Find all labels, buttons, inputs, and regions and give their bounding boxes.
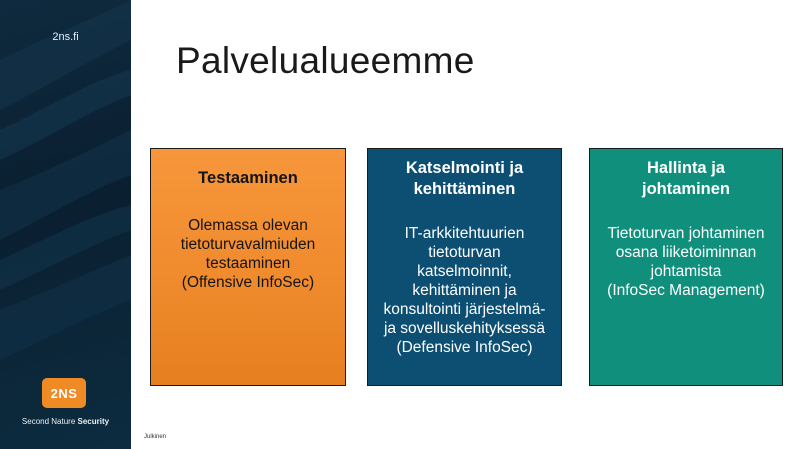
service-card-testing xyxy=(150,148,346,386)
card-body-line: ja sovelluskehityksessä xyxy=(383,320,546,337)
sidebar xyxy=(0,0,131,449)
card-title-line: Hallinta ja xyxy=(647,159,725,177)
card-body-line: (InfoSec Management) xyxy=(607,282,765,299)
card-title xyxy=(590,158,782,200)
card-body-line: IT-arkkitehtuurien xyxy=(404,225,525,242)
card-body xyxy=(590,224,782,300)
card-body-line: (Offensive InfoSec) xyxy=(181,274,315,291)
card-title-line: johtaminen xyxy=(641,180,730,198)
card-body xyxy=(368,224,561,357)
card-title-line: kehittäminen xyxy=(413,180,516,198)
classification-label: Julkinen xyxy=(144,434,167,440)
card-body-line: Tietoturvan johtaminen xyxy=(607,225,765,242)
card-body-line: johtamista xyxy=(650,263,722,280)
tagline-bold-text: Security xyxy=(77,417,110,426)
card-title xyxy=(368,158,561,200)
card-body-line: testaaminen xyxy=(205,255,291,272)
card-body xyxy=(151,216,345,292)
card-body-line: osana liiketoiminnan xyxy=(615,244,757,261)
card-body-line: konsultointi järjestelmä- xyxy=(383,301,546,318)
card-title-line: Testaaminen xyxy=(198,169,298,187)
card-body-line: kehittäminen ja xyxy=(412,282,517,299)
site-url[interactable]: 2ns.fi xyxy=(52,31,79,43)
card-title xyxy=(151,168,345,189)
card-body-line: katselmoinnit, xyxy=(417,263,512,280)
card-title-line: Katselmointi ja xyxy=(405,159,524,177)
service-card-review-development xyxy=(367,148,562,386)
service-card-management xyxy=(589,148,783,386)
card-body-line: Olemassa olevan xyxy=(188,217,308,234)
card-body-line: tietoturvan xyxy=(428,244,501,261)
tagline-text: Second Nature xyxy=(21,417,78,426)
card-body-line: (Defensive InfoSec) xyxy=(396,339,533,356)
slide-title: Palvelualueemme xyxy=(176,40,475,81)
brand-logo: 2NS xyxy=(42,378,86,408)
brand-tagline xyxy=(0,417,131,426)
card-body-line: tietoturvavalmiuden xyxy=(180,236,316,253)
